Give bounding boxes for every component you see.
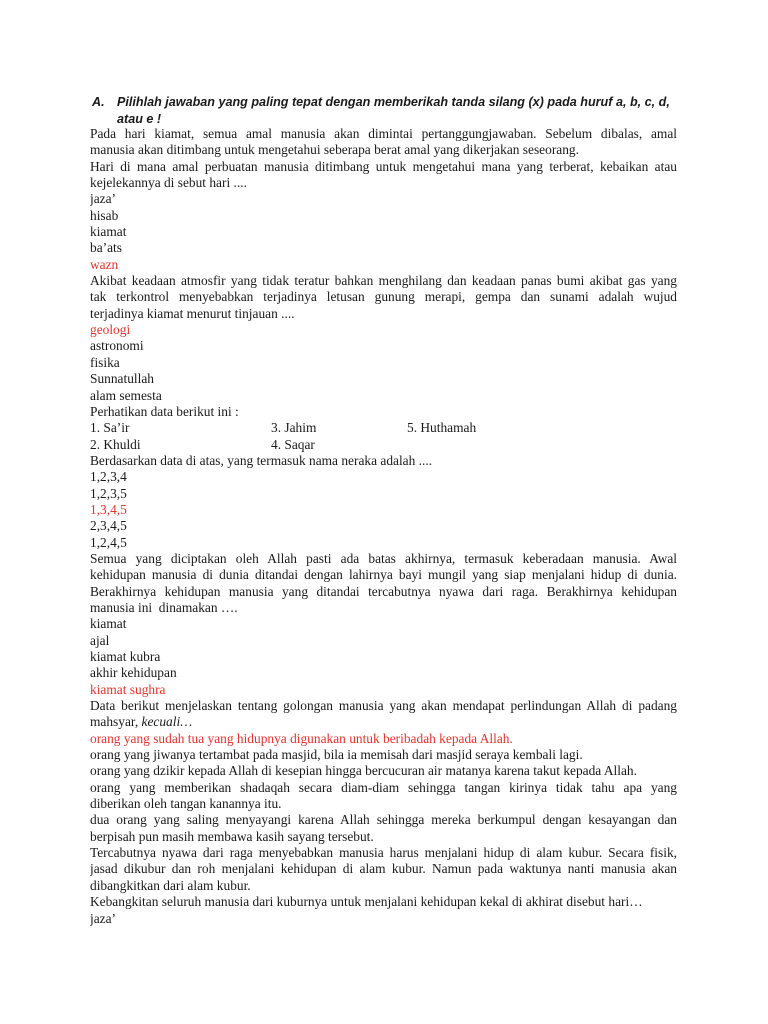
q4-option-c: kiamat kubra xyxy=(90,649,161,664)
q2-option-d: Sunnatullah xyxy=(90,371,154,387)
q5-option-b: orang yang jiwanya tertambat pada masjid, bila ia memisah dari masjid seraya kembali lagi. xyxy=(90,747,583,763)
q3-data-item-2: 2. Khuldi xyxy=(90,436,141,452)
instruction-line-2: atau e ! xyxy=(117,112,162,126)
q5-option-a-answer: orang yang sudah tua yang hidupnya digunakan untuk beribadah kepada Allah. xyxy=(90,730,513,746)
q1-question-line-1: Hari di mana amal perbuatan manusia ditimbang untuk mengetahui mana yang terberat, kebaikan atau xyxy=(90,158,677,174)
q4-option-b: ajal xyxy=(90,632,110,648)
q2-line-1: Akibat keadaan atmosfir yang tidak teratur bahkan menghilang dan keadaan panas bumi akibat gas yang xyxy=(90,273,677,289)
q3-option-d: 2,3,4,5 xyxy=(90,518,127,534)
q5-option-e-line-1: dua orang yang saling menyayangi karena Allah sehingga mereka berkumpul dengan kesayangan dan xyxy=(90,812,677,828)
section-heading xyxy=(92,94,682,128)
q1-intro-line-1: Pada hari kiamat, semua amal manusia akan dimintai pertanggungjawaban. Sebelum dibalas, amal xyxy=(90,126,677,141)
q2-line-2: tak terkontrol menyebabkan terjadinya letusan gunung merapi, gempa dan sunami adalah wujud xyxy=(90,289,677,305)
q3-question: Berdasarkan data di atas, yang termasuk nama neraka adalah .... xyxy=(90,452,433,468)
q4-line-3: Berakhirnya kehidupan manusia yang ditandai tercabutnya nyawa dari raga. Berakhirnya kehidupan xyxy=(90,583,677,599)
q1-option-c: kiamat xyxy=(90,224,127,240)
q2-option-c: fisika xyxy=(90,354,120,370)
q1-option-b: hisab xyxy=(90,207,119,223)
q5-option-c: orang yang dzikir kepada Allah di kesepian hingga bercucuran air matanya karena takut kepada Allah. xyxy=(90,763,637,779)
q5-line-2-text: mahsyar, xyxy=(90,714,142,730)
q4-option-d: akhir kehidupan xyxy=(90,665,177,681)
q5-line-2 xyxy=(90,714,677,730)
q3-data-item-1: 1. Sa’ir xyxy=(90,420,130,436)
q4-option-a: kiamat xyxy=(90,616,127,632)
section-letter: A. xyxy=(92,95,105,109)
q3-option-c-answer: 1,3,4,5 xyxy=(90,501,127,517)
q4-option-e-answer: kiamat sughra xyxy=(90,681,166,697)
instruction-line-1: Pilihlah jawaban yang paling tepat dengan memberikah tanda silang (x) pada huruf a, b, c, d, xyxy=(117,95,670,109)
q5-option-e-line-2: berpisah pun masih membawa kasih sayang tersebut. xyxy=(90,828,374,844)
q6-option-a: jaza’ xyxy=(90,910,117,926)
q3-data-item-5: 5. Huthamah xyxy=(407,420,477,436)
q5-option-d-line-1: orang yang memberikan shadaqah secara diam-diam sehingga tangan kirinya tidak tahu apa yang xyxy=(90,779,677,795)
q5-line-1: Data berikut menjelaskan tentang golongan manusia yang akan mendapat perlindungan Allah di padang xyxy=(90,698,677,714)
q6-line-2: jasad dikubur dan roh menjalani kehidupan di alam kubur. Namun pada waktunya nanti manusia akan xyxy=(90,861,677,877)
q3-data-row-2 xyxy=(90,437,677,453)
q4-line-1: Semua yang diciptakan oleh Allah pasti ada batas akhirnya, termasuk keberadaan manusia. Awal xyxy=(90,550,677,566)
q3-data-item-4: 4. Saqar xyxy=(271,436,315,452)
q2-option-e: alam semesta xyxy=(90,387,162,403)
q4-line-2: kehidupan manusia di dunia ditandai dengan lahirnya bayi mungil yang siap menjalani hidup di dunia. xyxy=(90,567,677,583)
q2-option-a-answer: geologi xyxy=(90,322,131,338)
q3-data-row-1 xyxy=(90,420,677,436)
q1-question-line-2: kejelekannya di sebut hari .... xyxy=(90,175,247,191)
q2-line-3: terjadinya kiamat menurut tinjauan .... xyxy=(90,305,295,321)
q6-line-1: Tercabutnya nyawa dari raga menyebabkan manusia harus menjalani hidup di alam kubur. Secara fisik, xyxy=(90,845,677,861)
q3-option-a: 1,2,3,4 xyxy=(90,469,127,485)
q2-option-b: astronomi xyxy=(90,338,144,354)
q3-intro: Perhatikan data berikut ini : xyxy=(90,403,239,419)
q5-option-d-line-2: diberikan oleh tangan kanannya itu. xyxy=(90,796,282,812)
q6-line-4: Kebangkitan seluruh manusia dari kuburnya untuk menjalani kehidupan kekal di akhirat disebut hari… xyxy=(90,894,643,910)
q6-line-3: dibangkitkan dari alam kubur. xyxy=(90,877,251,893)
q3-option-e: 1,2,4,5 xyxy=(90,534,127,550)
q1-option-e-answer: wazn xyxy=(90,256,119,272)
q3-option-b: 1,2,3,5 xyxy=(90,485,127,501)
q1-option-d: ba’ats xyxy=(90,240,122,256)
questions-body xyxy=(90,126,677,927)
q5-line-2-italic: kecuali… xyxy=(141,714,193,730)
q1-option-a: jaza’ xyxy=(90,191,117,207)
q1-intro-line-2: manusia akan ditimbang untuk mengetahui seberapa berat amal yang dikerjakan seseorang. xyxy=(90,142,579,158)
q4-line-4: manusia ini dinamakan …. xyxy=(90,599,238,615)
q3-data-item-3: 3. Jahim xyxy=(271,420,317,436)
